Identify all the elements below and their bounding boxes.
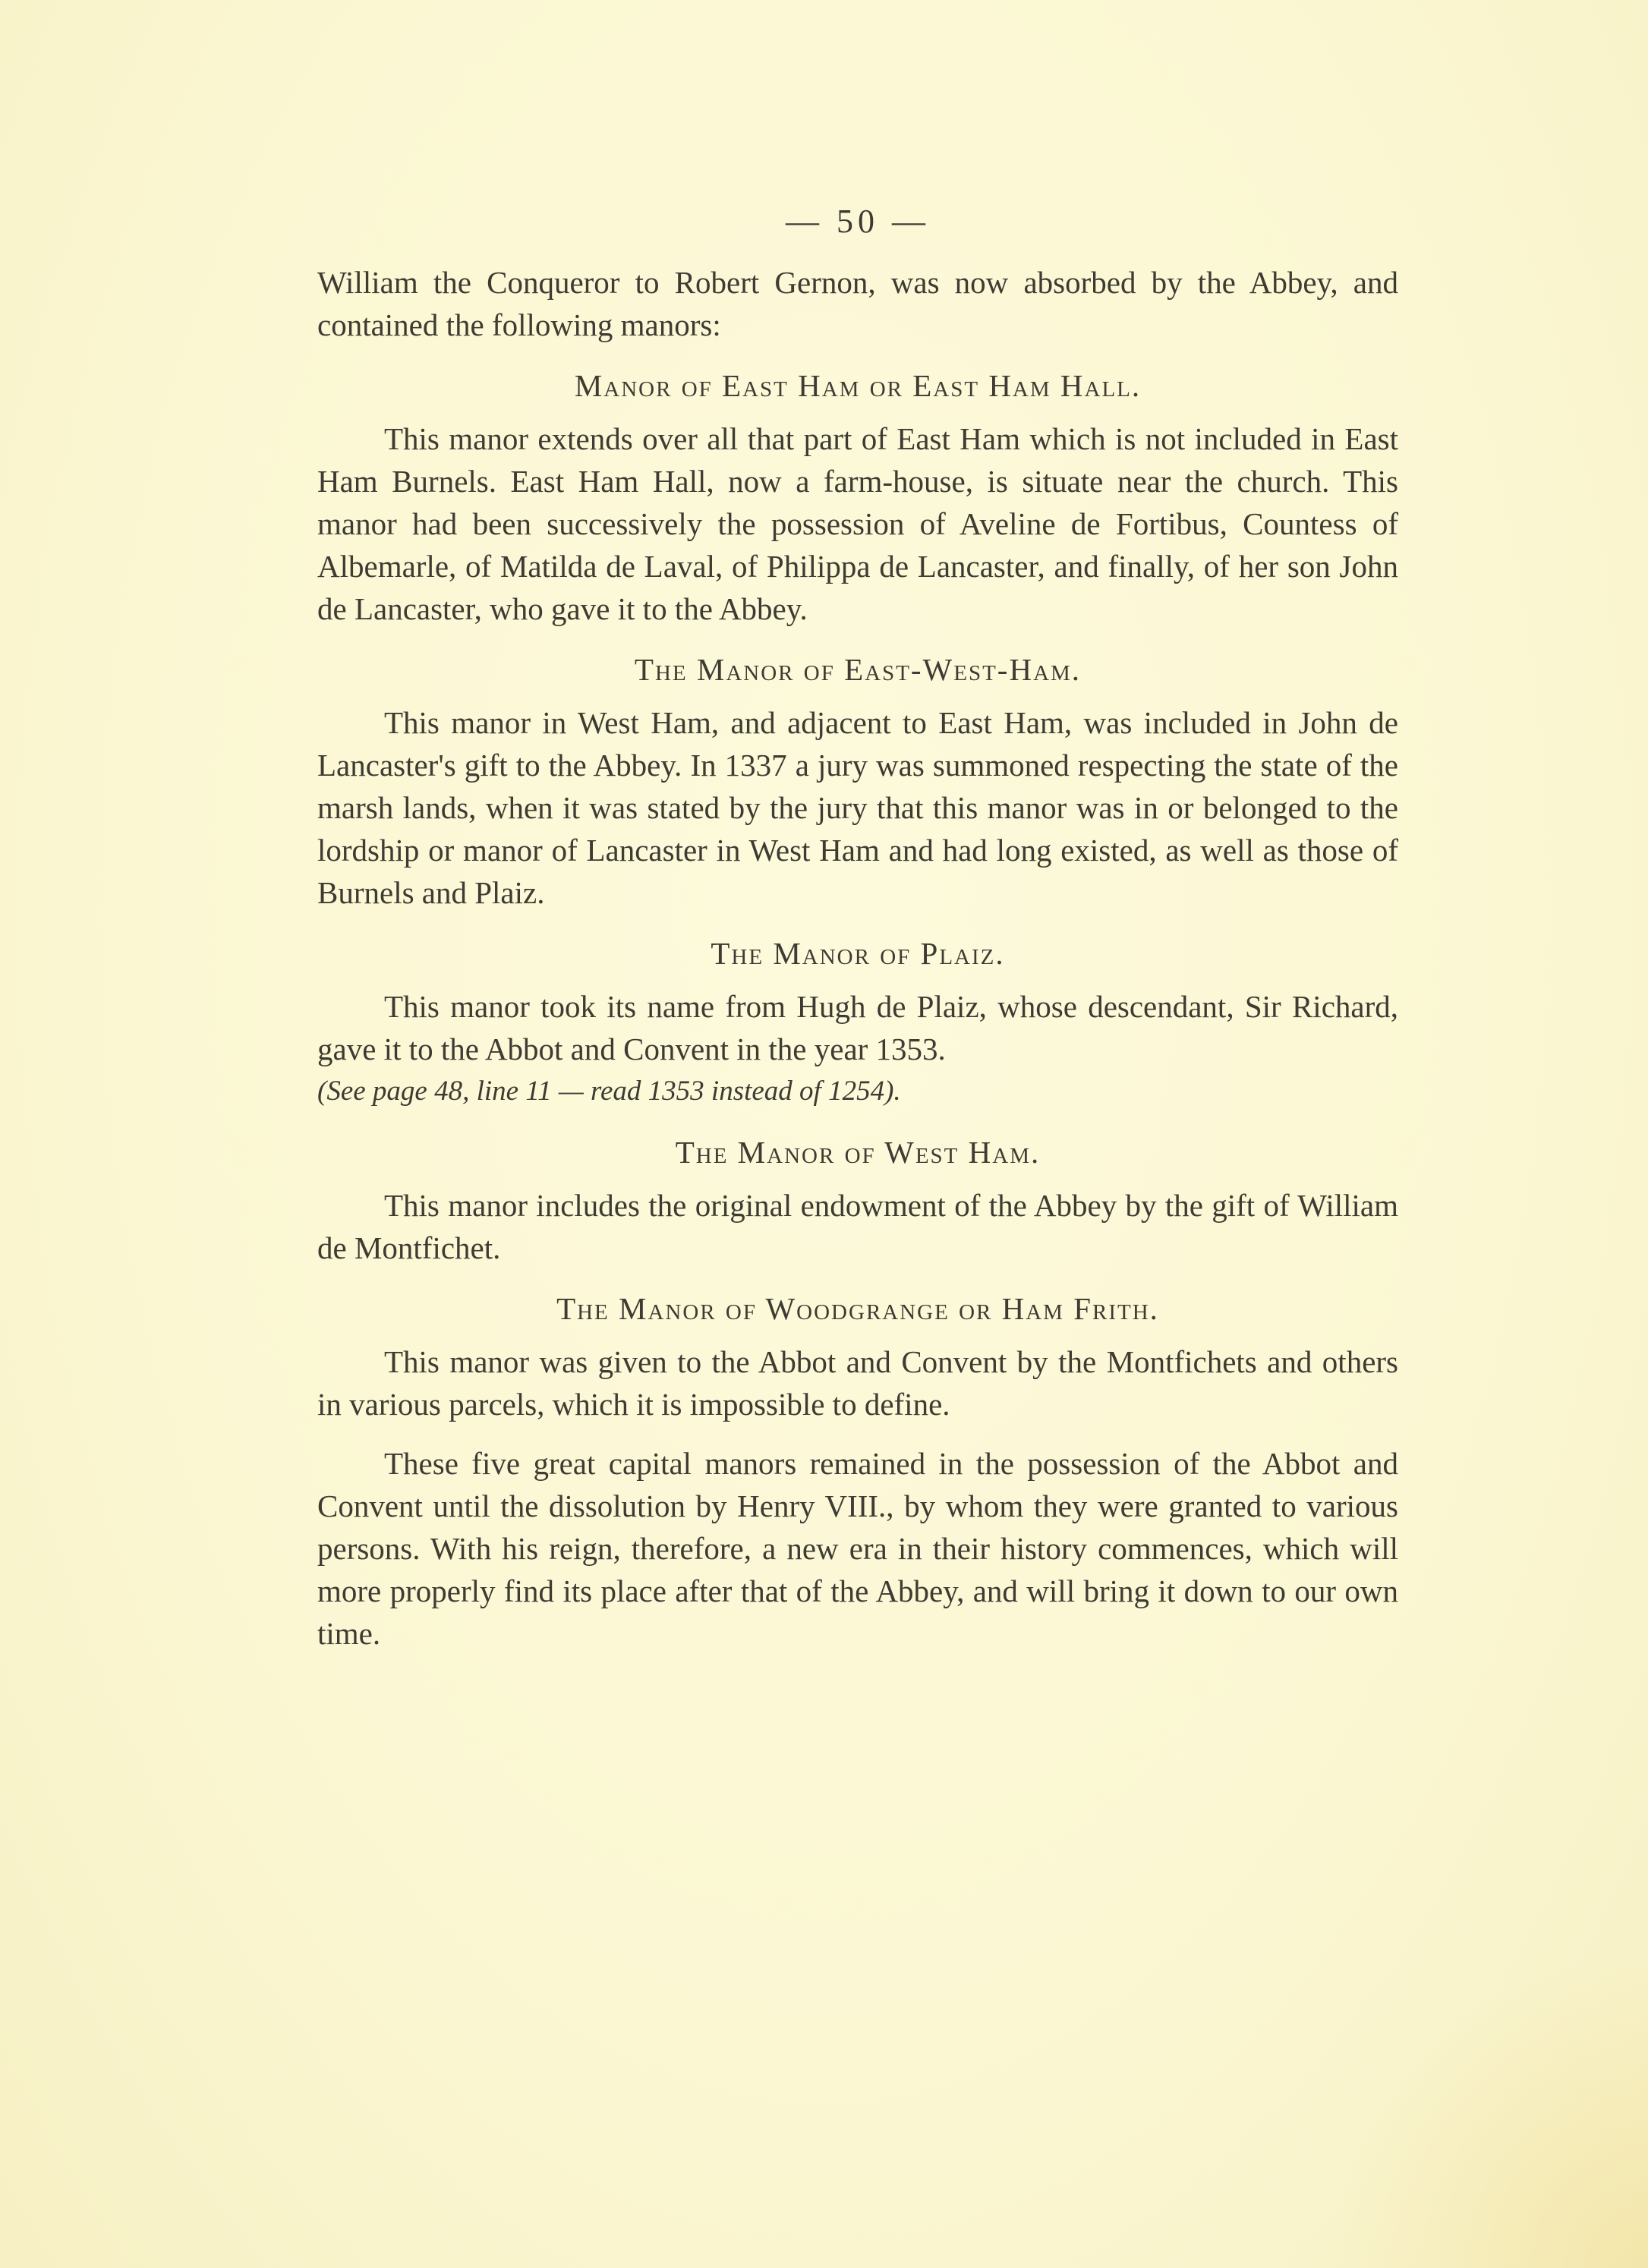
paragraph-gap [317,1425,1398,1442]
section-heading-east-ham: Manor of East Ham or East Ham Hall. [574,368,1142,403]
section-note-plaiz: (See page 48, line 11 — read 1353 instead of 1254). [317,1076,901,1107]
section-body-plaiz: This manor took its name from Hugh de Plaiz, whose descendant, Sir Richard, gave it to the Abbot and Convent in the year 1353. [317,989,1398,1066]
paper-stain [1329,1949,1648,2268]
section-body-woodgrange: This manor was given to the Abbot and Convent by the Montfichets and others in various parcels, which it is impossible to define. [317,1344,1398,1422]
section-body-west-ham: This manor includes the original endowment of the Abbey by the gift of William de Montfichet. [317,1188,1398,1265]
section-heading-east-west-ham: The Manor of East-West-Ham. [634,652,1082,687]
section-heading-plaiz: The Manor of Plaiz. [711,936,1005,971]
page-number: — 50 — [786,203,930,240]
section-heading-west-ham: The Manor of West Ham. [675,1135,1041,1170]
text-block [317,199,1398,1655]
section-body-east-ham: This manor extends over all that part of East Ham which is not included in East Ham Burnels. East Ham Hall, now a farm-house, is situate near the church. This manor had been successively the possession of Aveline de Fortibus, Countess of Albemarle, of Matilda de Laval, of Philippa de Lancaster, and finally, of her son John de Lancaster, who gave it to the Abbey. [317,421,1398,626]
section-heading-woodgrange: The Manor of Woodgrange or Ham Frith. [556,1291,1159,1326]
intro-paragraph: William the Conqueror to Robert Gernon, was now absorbed by the Abbey, and contained the following manors: [317,265,1398,342]
section-body-east-west-ham: This manor in West Ham, and adjacent to East Ham, was included in John de Lancaster's gift to the Abbey. In 1337 a jury was summoned respecting the state of the marsh lands, when it was stated by the jury that this manor was in or belonged to the lordship or manor of Lancaster in West Ham and had long existed, as well as those of Burnels and Plaiz. [317,705,1398,910]
closing-paragraph: These five great capital manors remained in the possession of the Abbot and Convent until the dissolution by Henry VIII., by whom they were granted to various persons. With his reign, therefore, a new era in their history commences, which will more properly find its place after that of the Abbey, and will bring it down to our own time. [317,1446,1398,1651]
